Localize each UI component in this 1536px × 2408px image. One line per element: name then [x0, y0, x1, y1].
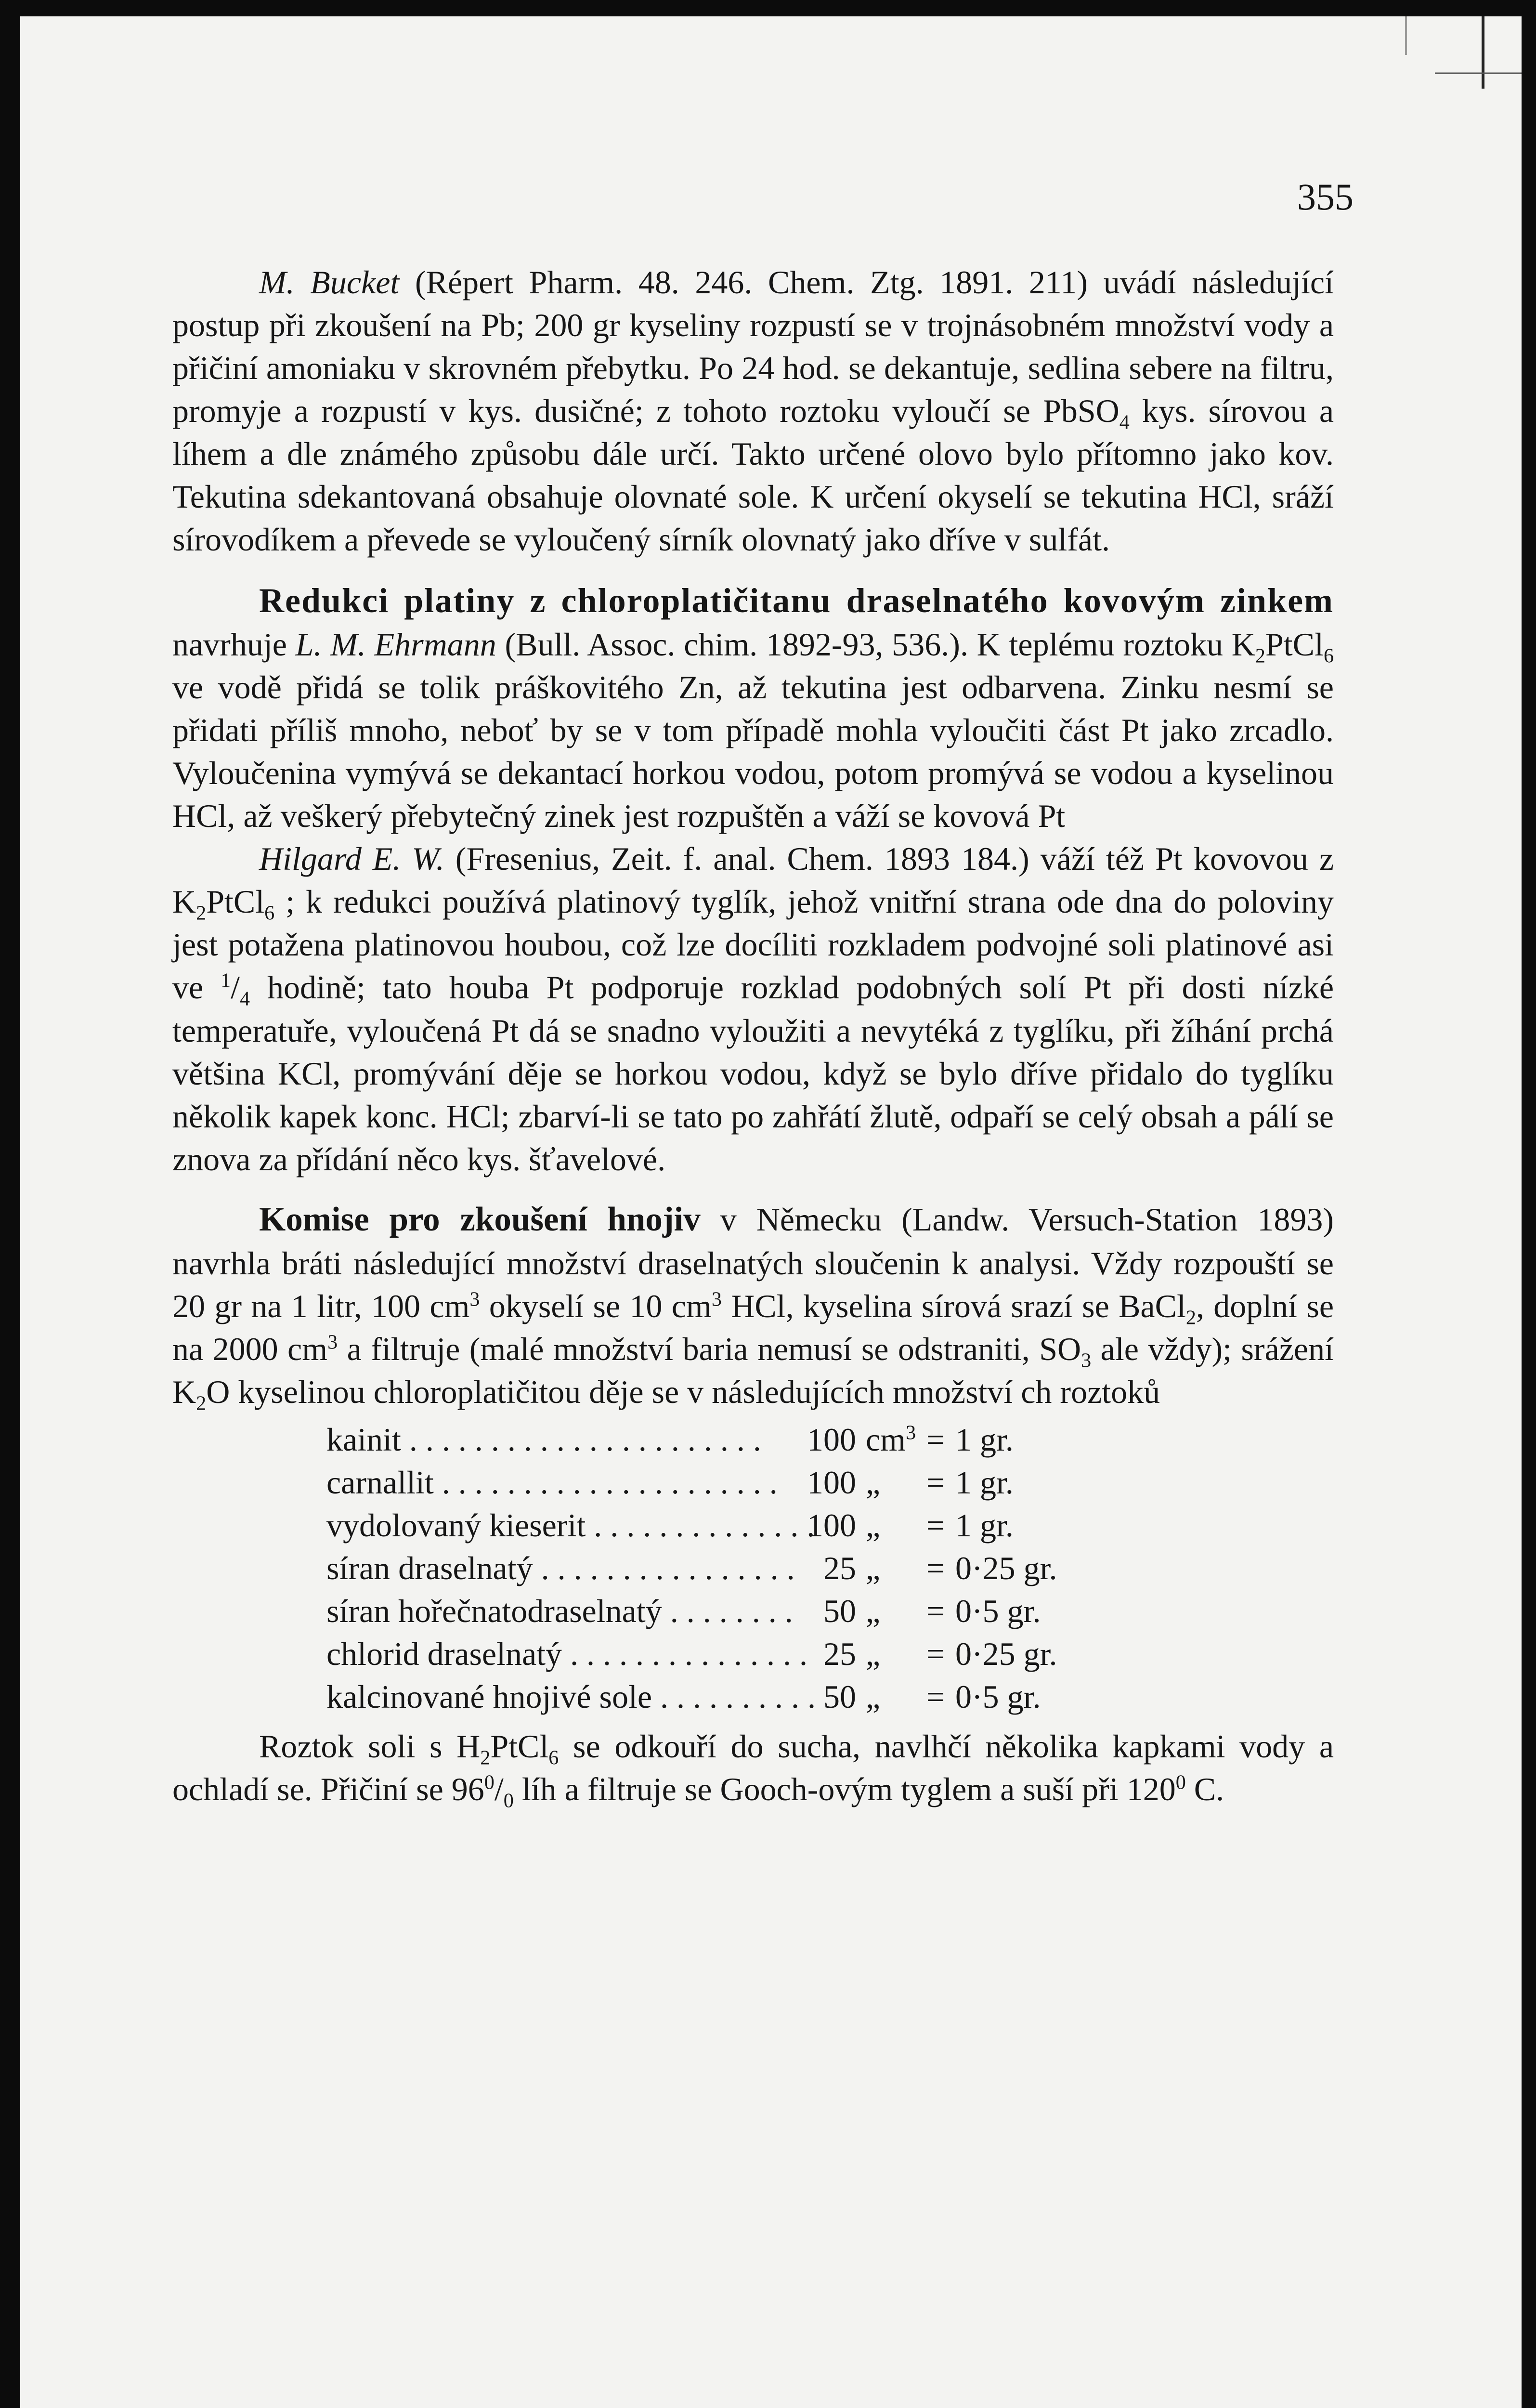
paragraph-fertilizer-commission: Komise pro zkoušení hnojiv v Německu (Landw. Versuch-Station 1893) navrhla bráti následující množství draselnatých sloučenin k analysi. Vždy rozpouští se 20 gr na 1 litr, 100 $cm^3$ okyselí se 10 $cm^3$ HCl, kyselina sírová srazí se BaCl$_2$, doplní se na 2000 $cm^3$ a filtruje (malé množství baria nemusí se odstraniti, $SO_3$ ale vždy); srážení $K_2O$ kyselinou chloroplatičitou děje se v následujících množství ch roztoků — [172, 1200, 1334, 1415]
table-row: vydolovaný kieserit . . . . . . . . . . . . . . 100 „ = 1 gr. — [326, 1507, 1014, 1544]
table-row: síran draselnatý . . . . . . . . . . . . . . . . 25 „ = 0·25 gr. — [326, 1550, 1057, 1587]
table-row: kalcinované hnojivé sole . . . . . . . . . . 50 „ = 0·5 gr. — [326, 1678, 1041, 1715]
paragraph-gooch: Roztok soli s $H_2PtCl_6$ se odkouří do sucha, navlhčí několika kapkami vody a ochladí se. Přičiní se $96^0/_0$ líh a filtruje se Gooch-ovým tyglem a suší při $120^0$ C. — [172, 1728, 1334, 1812]
section-heading: Redukci platiny z chloroplatičitanu draselnatého kovovým zinkem — [259, 581, 1334, 620]
sample-quantity-table — [172, 1418, 1334, 1718]
author-name: L. M. Ehrmann — [295, 626, 496, 663]
scan-corner-mark — [1324, 16, 1522, 89]
body-text — [172, 261, 1334, 1811]
section-heading: Komise pro zkoušení hnojiv — [259, 1200, 701, 1238]
page-number: 355 — [1297, 176, 1354, 218]
author-name: M. Bucket — [259, 264, 400, 301]
table-row: carnallit . . . . . . . . . . . . . . . . . . . . . 100 „ = 1 gr. — [326, 1464, 1014, 1501]
document-page — [20, 16, 1522, 2408]
paragraph-hilgard: Hilgard E. W. (Fresenius, Zeit. f. anal. Chem. 1893 184.) váží též Pt kovovou z $K_2PtCl_6$ ; k redukci používá platinový tyglík, jehož vnitřní strana ode dna do poloviny jest potažena platinovou houbou, což lze docíliti rozkladem podvojné soli platinové asi ve $^1/_4$ hodině; tato houba Pt podporuje rozklad podobných solí Pt při dosti nízké temperatuře, vyloučená Pt dá se snadno vyloužiti a nevytéká z tyglíku, při žíhání prchá většina KCl, promývání děje se horkou vodou, když se bylo dříve přidalo do tyglíku několik kapek konc. HCl; zbarví-li se tato po zahřátí žlutě, odpaří se celý obsah a pálí se znova za přídání něco kys. šťavelové. — [172, 840, 1334, 1178]
author-name: Hilgard E. W. — [259, 840, 444, 877]
paragraph-platinum-reduction: Redukci platiny z chloroplatičitanu draselnatého kovovým zinkem navrhuje L. M. Ehrmann (Bull. Assoc. chim. 1892-93, 536.). K teplému roztoku $K_2PtCl_6$ ve vodě přidá se tolik práškovitého Zn, až tekutina jest odbarvena. Zinku nesmí se přidati příliš mnoho, neboť by se v tom případě mohla vyloučiti část Pt jako zrcadlo. Vyloučenina vymývá se dekantací horkou vodou, potom promývá se vodou a kyselinou HCl, až veškerý přebytečný zinek jest rozpuštěn a váží se kovová Pt — [172, 581, 1334, 835]
table-row: síran hořečnatodraselnatý . . . . . . . . 50 „ = 0·5 gr. — [326, 1593, 1041, 1630]
table-row: chlorid draselnatý . . . . . . . . . . . . . . . 25 „ = 0·25 gr. — [326, 1636, 1057, 1673]
table-row: kainit . . . . . . . . . . . . . . . . . . . . . . 100 $cm^3$ = 1 gr. — [326, 1421, 1014, 1458]
paragraph-bucket: M. Bucket (Répert Pharm. 48. 246. Chem. Ztg. 1891. 211) uvádí následující postup při zkoušení na Pb; 200 gr kyseliny rozpustí se v trojnásobném množství vody a přičiní amoniaku v skrovném přebytku. Po 24 hod. se dekantuje, sedlina sebere na filtru, promyje a rozpustí v kys. dusičné; z tohoto roztoku vyloučí se PbSO$_4$ kys. sírovou a líhem a dle známého způsobu dále určí. Takto určené olovo bylo přítomno jako kov. Tekutina sdekantovaná obsahuje olovnaté sole. K určení okyselí se tekutina HCl, sráží sírovodíkem a převede se vyloučený sírník olovnatý jako dříve v sulfát. — [172, 264, 1334, 558]
